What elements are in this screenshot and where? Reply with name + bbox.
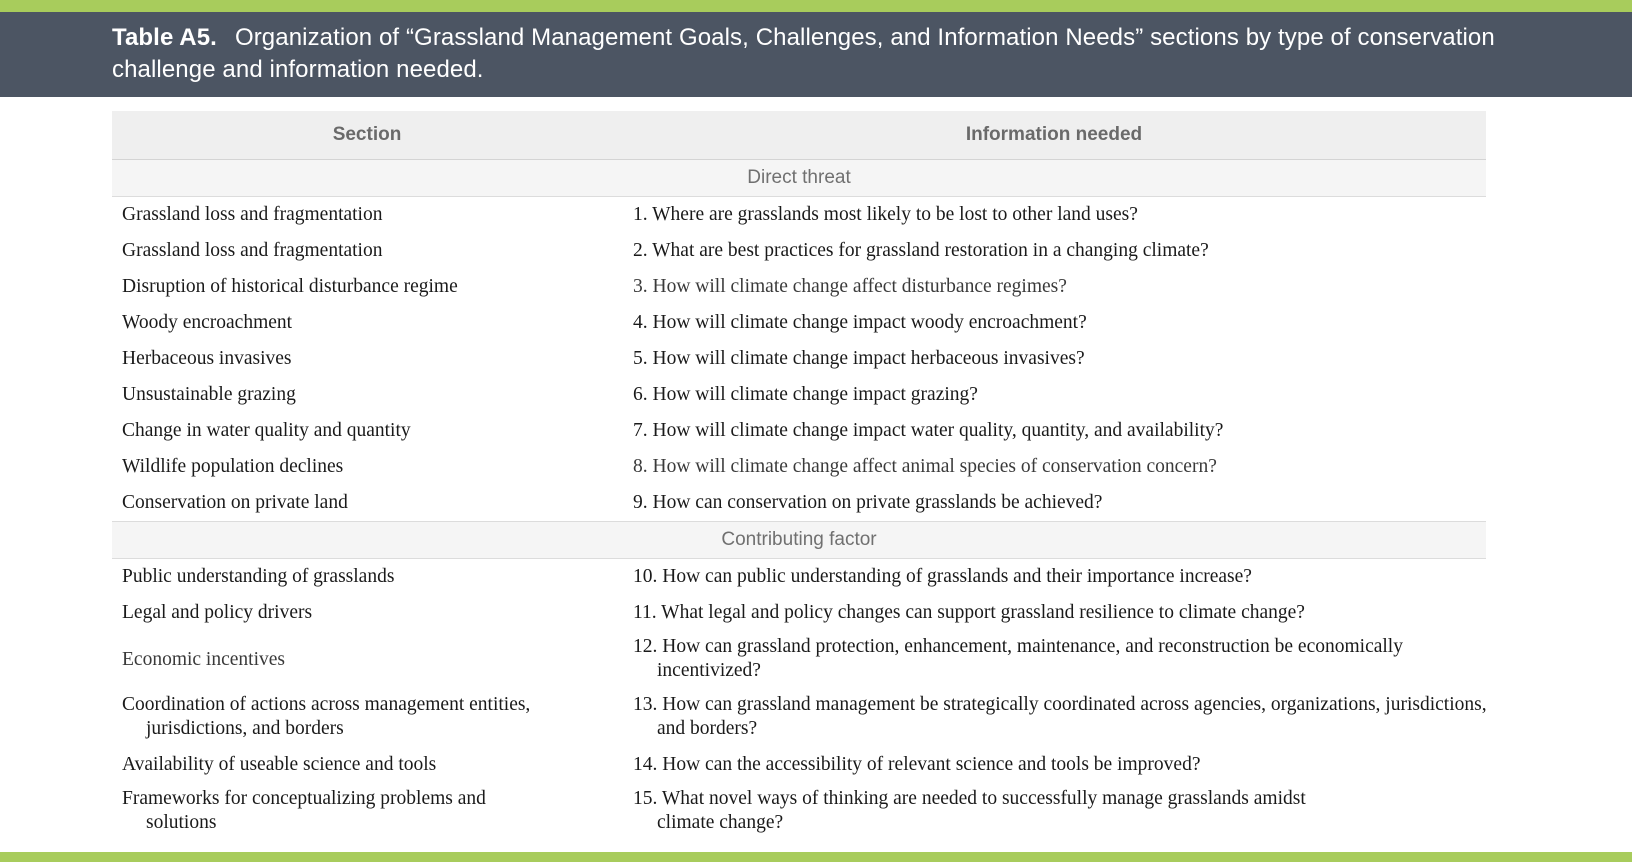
- section-cell: Unsustainable grazing: [122, 384, 296, 405]
- table-row: [112, 485, 1486, 521]
- table-number: Table A5.: [112, 24, 217, 51]
- data-table: [112, 111, 1486, 841]
- section-cell: Public understanding of grasslands: [122, 566, 395, 587]
- table-title: Organization of “Grassland Management Goals, Challenges, and Information Needs” sections by type of conservation challenge and information needed.: [112, 24, 1495, 83]
- section-cell: Wildlife population declines: [122, 456, 344, 477]
- section-cell: Disruption of historical disturbance regime: [122, 276, 458, 297]
- section-cell: Change in water quality and quantity: [122, 420, 411, 441]
- table-row: [112, 377, 1486, 413]
- section-cell: Grassland loss and fragmentation: [122, 204, 383, 225]
- information-cell: 15. What novel ways of thinking are needed to successfully manage grasslands amidst climate change?: [633, 788, 1306, 833]
- information-cell: 11. What legal and policy changes can support grassland resilience to climate change?: [633, 602, 1305, 623]
- table-row: [112, 559, 1486, 595]
- section-cell: Legal and policy drivers: [122, 602, 313, 623]
- top-accent-bar: [0, 0, 1632, 12]
- information-cell: 5. How will climate change impact herbaceous invasives?: [633, 348, 1085, 369]
- information-cell: 3. How will climate change affect disturbance regimes?: [633, 276, 1067, 297]
- table-row: [112, 233, 1486, 269]
- table-caption: [0, 12, 1632, 97]
- table-header-row: [112, 111, 1486, 160]
- section-cell: Conservation on private land: [122, 492, 348, 513]
- bottom-accent-bar: [0, 852, 1632, 862]
- table-row: [112, 783, 1486, 841]
- page-edge: [1610, 97, 1632, 854]
- group-header-contributing-factor: Contributing factor: [112, 521, 1486, 559]
- information-cell: 6. How will climate change impact grazing?: [633, 384, 978, 405]
- table-row: [112, 305, 1486, 341]
- table-row: [112, 747, 1486, 783]
- table-row: [112, 197, 1486, 233]
- table-row: [112, 595, 1486, 631]
- table-row: [112, 269, 1486, 305]
- information-cell: 4. How will climate change impact woody encroachment?: [633, 312, 1087, 333]
- table-row: [112, 413, 1486, 449]
- information-cell: 1. Where are grasslands most likely to be lost to other land uses?: [633, 204, 1138, 225]
- section-cell: Herbaceous invasives: [122, 348, 292, 369]
- section-cell: Woody encroachment: [122, 312, 293, 333]
- information-cell: 8. How will climate change affect animal species of conservation concern?: [633, 456, 1217, 477]
- table-row: [112, 341, 1486, 377]
- section-cell: Availability of useable science and tools: [122, 754, 437, 775]
- table-row: [112, 449, 1486, 485]
- information-cell: 13. How can grassland management be strategically coordinated across agencies, organizations, jurisdictions, and borders?: [633, 694, 1487, 739]
- section-cell: Coordination of actions across management entities, jurisdictions, and borders: [122, 694, 531, 739]
- section-cell: Frameworks for conceptualizing problems and solutions: [122, 788, 486, 833]
- table-row: [112, 689, 1486, 747]
- section-cell: Grassland loss and fragmentation: [122, 240, 383, 261]
- information-cell: 9. How can conservation on private grasslands be achieved?: [633, 492, 1103, 513]
- group-header-direct-threat: Direct threat: [112, 160, 1486, 197]
- information-cell: 10. How can public understanding of grasslands and their importance increase?: [633, 566, 1252, 587]
- information-cell: 2. What are best practices for grassland restoration in a changing climate?: [633, 240, 1209, 261]
- column-header-information-needed: Information needed: [965, 124, 1143, 145]
- information-cell: 12. How can grassland protection, enhancement, maintenance, and reconstruction be economically incentivized?: [633, 636, 1403, 681]
- table-row: [112, 631, 1486, 689]
- column-header-section: Section: [332, 124, 402, 145]
- information-cell: 7. How will climate change impact water quality, quantity, and availability?: [633, 420, 1224, 441]
- information-cell: 14. How can the accessibility of relevant science and tools be improved?: [633, 754, 1201, 775]
- section-cell: Economic incentives: [122, 649, 285, 670]
